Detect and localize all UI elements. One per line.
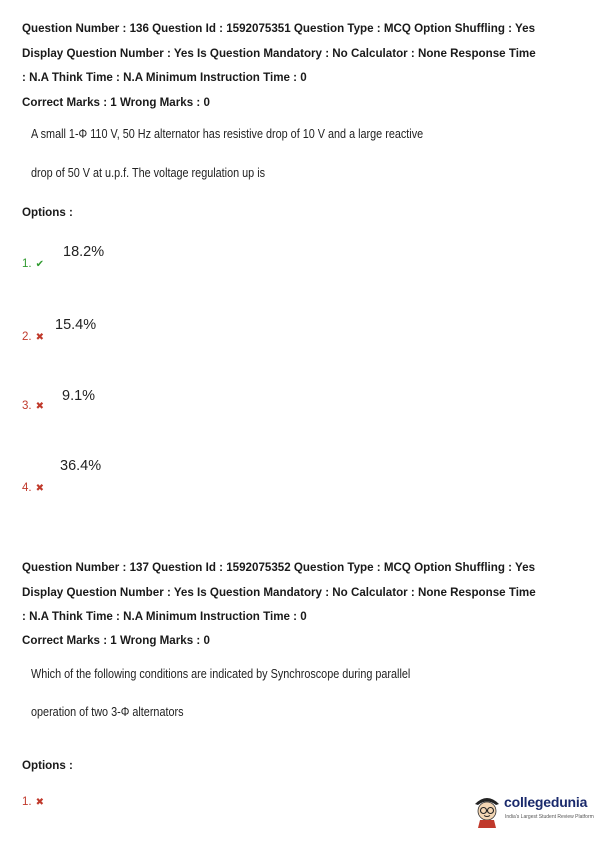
question-137-marks: Correct Marks : 1 Wrong Marks : 0 bbox=[22, 634, 210, 647]
question-136-meta-line-2: Display Question Number : Yes Is Question Mandatory : No Calculator : None Response Time bbox=[22, 46, 536, 60]
question-137-metadata bbox=[22, 556, 582, 630]
option-3-value: 9.1% bbox=[62, 388, 96, 404]
option-4-value: 36.4% bbox=[60, 458, 102, 474]
option-2-number bbox=[22, 331, 44, 343]
option-1-value: 18.2% bbox=[63, 244, 105, 260]
check-icon: ✔ bbox=[35, 259, 44, 270]
cross-icon: ✖ bbox=[35, 797, 44, 808]
question-136-meta-line-3: : N.A Think Time : N.A Minimum Instruction Time : 0 bbox=[22, 71, 307, 84]
option-1-label: 1. bbox=[22, 258, 32, 270]
question-137-options-label: Options : bbox=[22, 759, 73, 772]
logo-name: collegedunia bbox=[504, 794, 588, 810]
question-136-text-line-2: drop of 50 V at u.p.f. The voltage regulation up is bbox=[31, 166, 266, 180]
q137-option-1-number bbox=[22, 796, 44, 808]
mascot-icon bbox=[472, 792, 502, 828]
question-137-text-line-2: operation of two 3-Φ alternators bbox=[31, 705, 184, 719]
option-3-label: 3. bbox=[22, 400, 32, 412]
option-4-label: 4. bbox=[22, 482, 32, 494]
question-136-text-line-1: A small 1-Φ 110 V, 50 Hz alternator has resistive drop of 10 V and a large reactive bbox=[31, 127, 424, 141]
cross-icon: ✖ bbox=[35, 483, 44, 494]
question-136-meta-line-1: Question Number : 136 Question Id : 1592075351 Question Type : MCQ Option Shuffling : Yes bbox=[22, 22, 536, 35]
question-136-marks: Correct Marks : 1 Wrong Marks : 0 bbox=[22, 96, 210, 109]
option-2-value: 15.4% bbox=[55, 317, 97, 333]
question-137-meta-line-1: Question Number : 137 Question Id : 1592075352 Question Type : MCQ Option Shuffling : Yes bbox=[22, 561, 536, 574]
option-3-number bbox=[22, 400, 44, 412]
question-137-meta-line-3: : N.A Think Time : N.A Minimum Instruction Time : 0 bbox=[22, 610, 307, 623]
collegedunia-logo bbox=[470, 790, 594, 832]
question-137-text-line-1: Which of the following conditions are indicated by Synchroscope during parallel bbox=[31, 667, 411, 681]
option-1-number bbox=[22, 258, 44, 270]
question-136-options-label: Options : bbox=[22, 206, 73, 219]
question-136-metadata bbox=[22, 17, 582, 91]
question-137-meta-line-2: Display Question Number : Yes Is Question Mandatory : No Calculator : None Response Time bbox=[22, 585, 536, 599]
logo-tagline: India's Largest Student Review Platform bbox=[505, 814, 594, 820]
option-4-number bbox=[22, 482, 44, 494]
q137-option-1-label: 1. bbox=[22, 796, 32, 808]
cross-icon: ✖ bbox=[35, 401, 44, 412]
option-2-label: 2. bbox=[22, 331, 32, 343]
cross-icon: ✖ bbox=[35, 332, 44, 343]
